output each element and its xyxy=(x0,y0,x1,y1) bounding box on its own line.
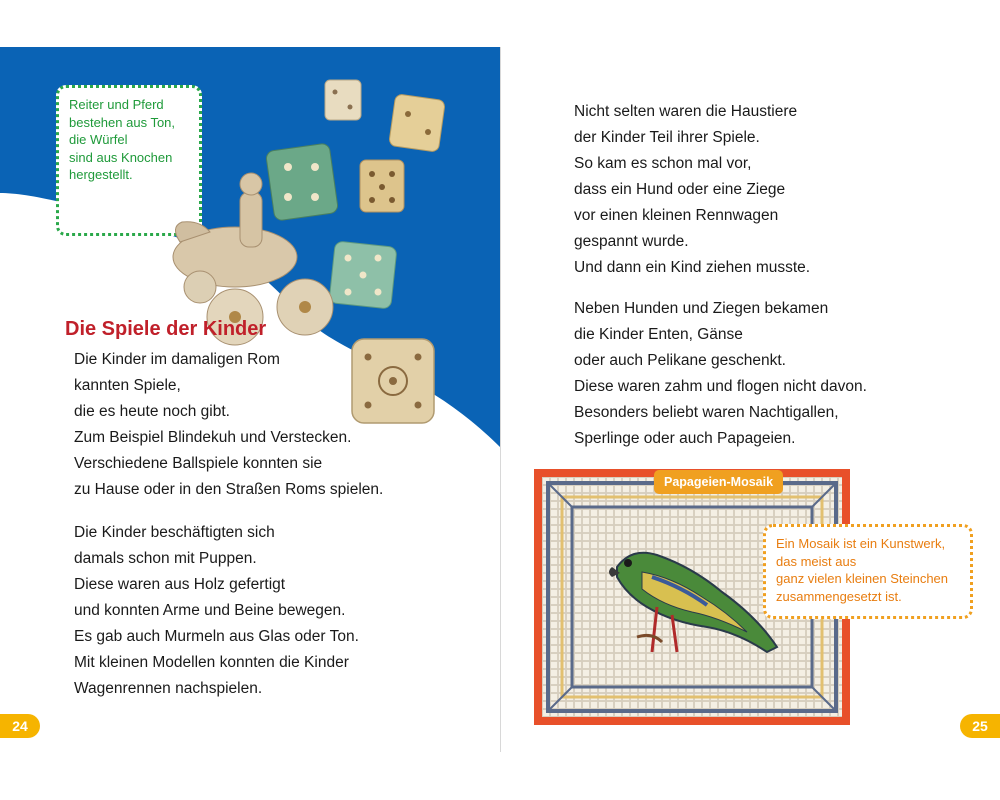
text-line: Besonders beliebt waren Nachtigallen, xyxy=(574,404,839,421)
die-top-right xyxy=(389,94,446,152)
text-line: vor einen kleinen Rennwagen xyxy=(574,207,779,224)
text-line: Wagenrennen nachspielen. xyxy=(74,680,263,697)
left-page xyxy=(0,47,500,752)
callout-line: sind aus Knochen xyxy=(69,149,173,165)
text-line: Nicht selten waren die Haustiere xyxy=(574,103,798,120)
text-line: Und dann ein Kind ziehen musste. xyxy=(574,259,811,276)
die-middle xyxy=(360,160,404,212)
paragraph-pets xyxy=(574,99,810,281)
text-line: Diese waren zahm und flogen nicht davon. xyxy=(574,378,867,395)
text-line: Es gab auch Murmeln aus Glas oder Ton. xyxy=(74,628,359,645)
right-page xyxy=(500,47,1000,752)
text-line: Verschiedene Ballspiele konnten sie xyxy=(74,455,323,472)
text-line: die Kinder Enten, Gänse xyxy=(574,326,743,343)
text-line: Diese waren aus Holz gefertigt xyxy=(74,576,286,593)
text-line: Mit kleinen Modellen konnten die Kinder xyxy=(74,654,349,671)
paragraph-birds xyxy=(574,296,867,452)
mosaic-label: Papageien-Mosaik xyxy=(654,470,783,494)
mosaic-callout xyxy=(763,524,973,619)
paragraph-games xyxy=(74,347,383,503)
text-line: So kam es schon mal vor, xyxy=(574,155,752,172)
callout-line: bestehen aus Ton, xyxy=(69,114,176,130)
book-spread xyxy=(0,47,1000,752)
text-line: Die Kinder beschäftigten sich xyxy=(74,524,275,541)
text-line: oder auch Pelikane geschenkt. xyxy=(574,352,786,369)
callout-line: hergestellt. xyxy=(69,167,133,182)
die-green-large xyxy=(265,143,338,221)
text-line: und konnten Arme und Beine bewegen. xyxy=(74,602,346,619)
callout-line: das meist aus xyxy=(776,553,857,569)
text-line: Die Kinder im damaligen Rom xyxy=(74,351,280,368)
page-number-badge: 25 xyxy=(960,714,1000,738)
callout-line: zusammengesetzt ist. xyxy=(776,588,902,604)
callout-line: ganz vielen kleinen Steinchen xyxy=(776,571,949,586)
section-title: Die Spiele der Kinder xyxy=(65,318,267,340)
callout-line: Reiter und Pferd xyxy=(69,97,164,112)
paragraph-toys xyxy=(74,520,359,702)
text-line: gespannt wurde. xyxy=(574,233,689,250)
text-line: der Kinder Teil ihrer Spiele. xyxy=(574,129,760,146)
die-top-small xyxy=(325,80,361,120)
callout-line: die Würfel xyxy=(69,132,128,147)
text-line: zu Hause oder in den Straßen Roms spielen. xyxy=(74,481,384,498)
die-green-lower xyxy=(329,241,397,309)
callout-line: Ein Mosaik ist ein Kunstwerk, xyxy=(776,536,946,551)
text-line: die es heute noch gibt. xyxy=(74,403,230,420)
text-line: Neben Hunden und Ziegen bekamen xyxy=(574,300,829,317)
text-line: kannten Spiele, xyxy=(74,377,181,394)
page-number-badge: 24 xyxy=(0,714,40,738)
text-line: Sperlinge oder auch Papageien. xyxy=(574,430,796,447)
text-line: damals schon mit Puppen. xyxy=(74,550,257,567)
text-line: dass ein Hund oder eine Ziege xyxy=(574,181,786,198)
text-line: Zum Beispiel Blindekuh und Verstecken. xyxy=(74,429,352,446)
